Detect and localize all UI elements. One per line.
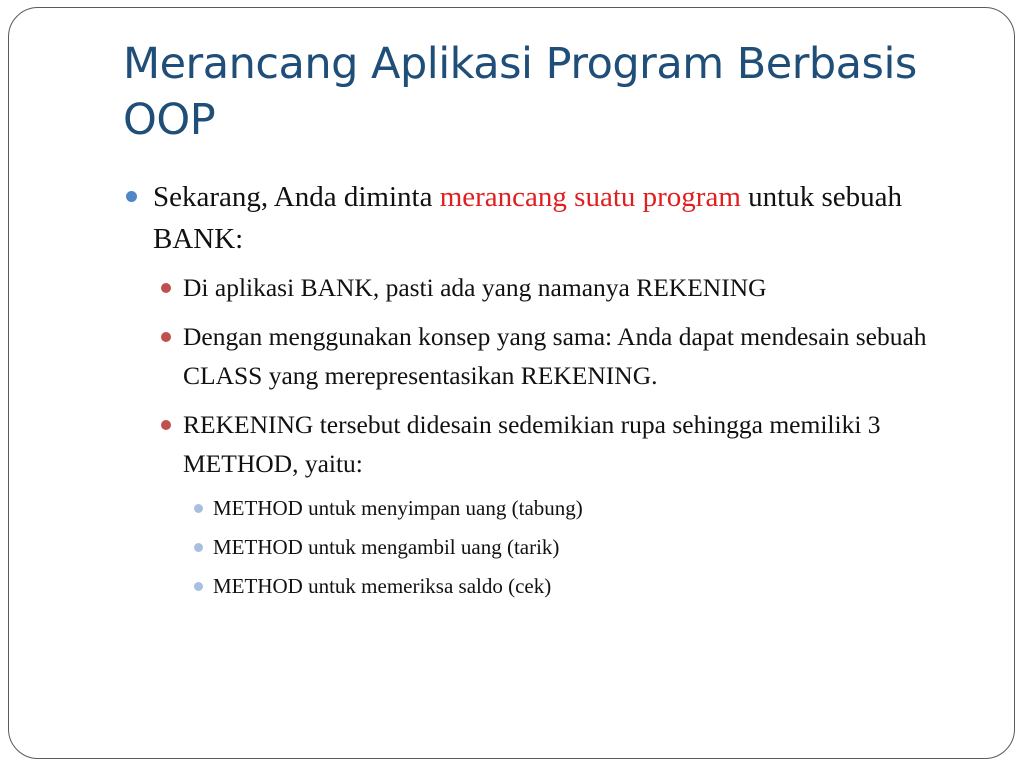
- bullet-item-main: [123, 176, 993, 260]
- bullet-dot-icon: [161, 420, 171, 430]
- sub-bullet-text: Di aplikasi BANK, pasti ada yang namanya REKENING: [183, 273, 767, 302]
- sub-bullet-item: [123, 405, 993, 483]
- sub-bullet-text: Dengan menggunakan konsep yang sama: Anda dapat mendesain sebuah CLASS yang merepresentasikan REKENING.: [183, 322, 927, 390]
- sub-bullet-text: REKENING tersebut didesain sedemikian rupa sehingga memiliki 3 METHOD, yaitu:: [183, 410, 881, 478]
- slide-title: Merancang Aplikasi Program Berbasis OOP: [123, 39, 917, 145]
- method-bullet-item: [123, 571, 993, 601]
- method-bullet-item: [123, 493, 993, 523]
- method-bullet-text: METHOD untuk memeriksa saldo (cek): [213, 574, 552, 598]
- bullet-dot-icon: [161, 332, 171, 342]
- bullet-text-before: Sekarang, Anda diminta: [153, 181, 440, 213]
- bullet-dot-icon: [126, 191, 137, 202]
- bullet-dot-icon: [161, 283, 171, 293]
- sub-bullet-item: [123, 268, 993, 307]
- method-bullet-text: METHOD untuk mengambil uang (tarik): [213, 535, 560, 559]
- highlight-text: merancang suatu program: [439, 181, 741, 213]
- slide-frame: [8, 7, 1015, 759]
- method-bullet-text: METHOD untuk menyimpan uang (tabung): [213, 496, 583, 520]
- bullet-list: [123, 176, 993, 601]
- bullet-dot-icon: [194, 582, 203, 591]
- bullet-text-after: untuk sebuah BANK:: [153, 181, 902, 255]
- method-bullet-item: [123, 532, 993, 562]
- bullet-dot-icon: [194, 504, 203, 513]
- slide-content: [123, 176, 993, 610]
- bullet-dot-icon: [194, 543, 203, 552]
- sub-bullet-item: [123, 317, 993, 395]
